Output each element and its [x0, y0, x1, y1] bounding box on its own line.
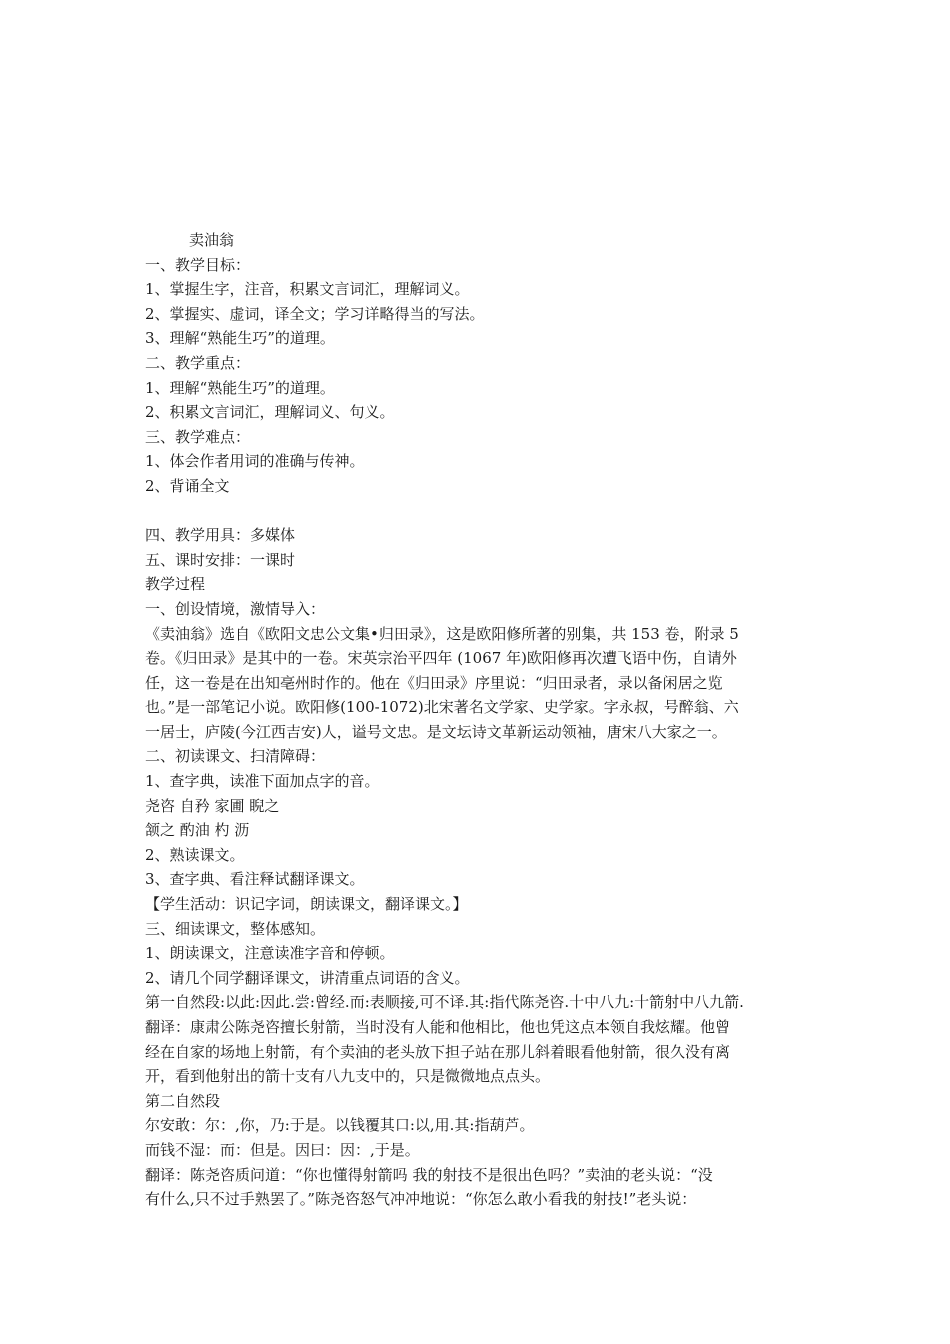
document-body	[145, 228, 810, 1212]
text-line: 2、熟读课文。	[145, 845, 245, 864]
text-line: 三、细读课文，整体感知。	[145, 919, 326, 938]
text-line: 1、体会作者用词的准确与传神。	[145, 452, 365, 471]
text-line: 1、查字典，读准下面加点字的音。	[145, 772, 380, 791]
text-line: 任，这一卷是在出知亳州时作的。他在《归田录》序里说：“归田录者，录以备闲居之览	[145, 673, 723, 692]
text-line: 2、掌握实、虚词，译全文；学习详略得当的写法。	[145, 304, 485, 323]
text-line: 四、教学用具：多媒体	[145, 526, 296, 545]
blank-line	[145, 499, 810, 524]
text-line: 1、理解“熟能生巧”的道理。	[145, 378, 335, 397]
text-line: 一、教学目标：	[145, 255, 251, 274]
text-line: 翻译：康肃公陈尧咨擅长射箭，当时没有人能和他相比，他也凭这点本领自我炫耀。他曾	[145, 1018, 731, 1036]
text-line: 第一自然段:以此:因此.尝:曾经.而:表顺接,可不译.其:指代陈尧咨.十中八九:十箭射中八九箭.	[145, 993, 744, 1012]
text-line: 尔安敢：尔：,你，乃:于是。以钱覆其口:以,用.其:指葫芦。	[145, 1116, 535, 1135]
text-line: 1、掌握生字，注音，积累文言词汇，理解词义。	[145, 280, 470, 299]
text-line: 三、教学难点：	[145, 427, 251, 446]
intro-paragraph	[145, 622, 810, 745]
document-title: 卖油翁	[189, 231, 235, 249]
text-line: 2、请几个同学翻译课文，讲清重点词语的含义。	[145, 968, 470, 987]
process-section	[145, 523, 810, 621]
text-line: 一、创设情境，激情导入：	[145, 599, 326, 618]
reading-section	[145, 744, 810, 1211]
text-line: 有什么,只不过手熟罢了。”陈尧咨怒气冲冲地说：“你怎么敢小看我的射技!”老头说：	[145, 1190, 697, 1209]
text-line: 二、教学重点：	[145, 353, 251, 372]
text-line: 教学过程	[145, 575, 206, 594]
text-line: 2、背诵全文	[145, 476, 230, 495]
text-line: 1、朗读课文，注意读准字音和停顿。	[145, 944, 395, 963]
text-line: 【学生活动：识记字词，朗读课文，翻译课文。】	[145, 895, 468, 914]
text-line: 翻译：陈尧咨质问道：“你也懂得射箭吗 我的射技不是很出色吗？”卖油的老头说：“没	[145, 1165, 713, 1184]
text-line: 《卖油翁》选自《欧阳文忠公文集•归田录》，这是欧阳修所著的别集，共 153 卷，附录 5	[145, 624, 739, 643]
text-line: 而钱不湿：而：但是。因曰：因：,于是。	[145, 1140, 420, 1159]
text-line: 3、理解“熟能生巧”的道理。	[145, 329, 335, 348]
text-line: 颔之 酌油 杓 沥	[145, 821, 250, 840]
text-line: 二、初读课文、扫清障碍：	[145, 747, 326, 766]
objectives-section	[145, 253, 810, 499]
text-line: 3、查字典、看注释试翻译课文。	[145, 870, 365, 889]
text-line: 第二自然段	[145, 1091, 221, 1110]
text-line: 一居士，庐陵(今江西吉安)人，谥号文忠。是文坛诗文革新运动领袖，唐宋八大家之一。	[145, 722, 727, 741]
text-line: 卷。《归田录》是其中的一卷。宋英宗治平四年 (1067 年)欧阳修再次遭飞语中伤，自请外	[145, 649, 737, 668]
text-line: 也。”是一部笔记小说。欧阳修(100-1072)北宋著名文学家、史学家。字永叔，号醉翁、六	[145, 698, 739, 717]
text-line: 2、积累文言词汇，理解词义、句义。	[145, 403, 395, 422]
text-line: 尧咨 自矜 家圃 睨之	[145, 796, 280, 815]
text-line: 经在自家的场地上射箭，有个卖油的老头放下担子站在那儿斜着眼看他射箭，很久没有离	[145, 1042, 731, 1061]
text-line: 五、课时安排：一课时	[145, 550, 296, 569]
text-line: 开，看到他射出的箭十支有八九支中的，只是微微地点点头。	[145, 1067, 551, 1086]
